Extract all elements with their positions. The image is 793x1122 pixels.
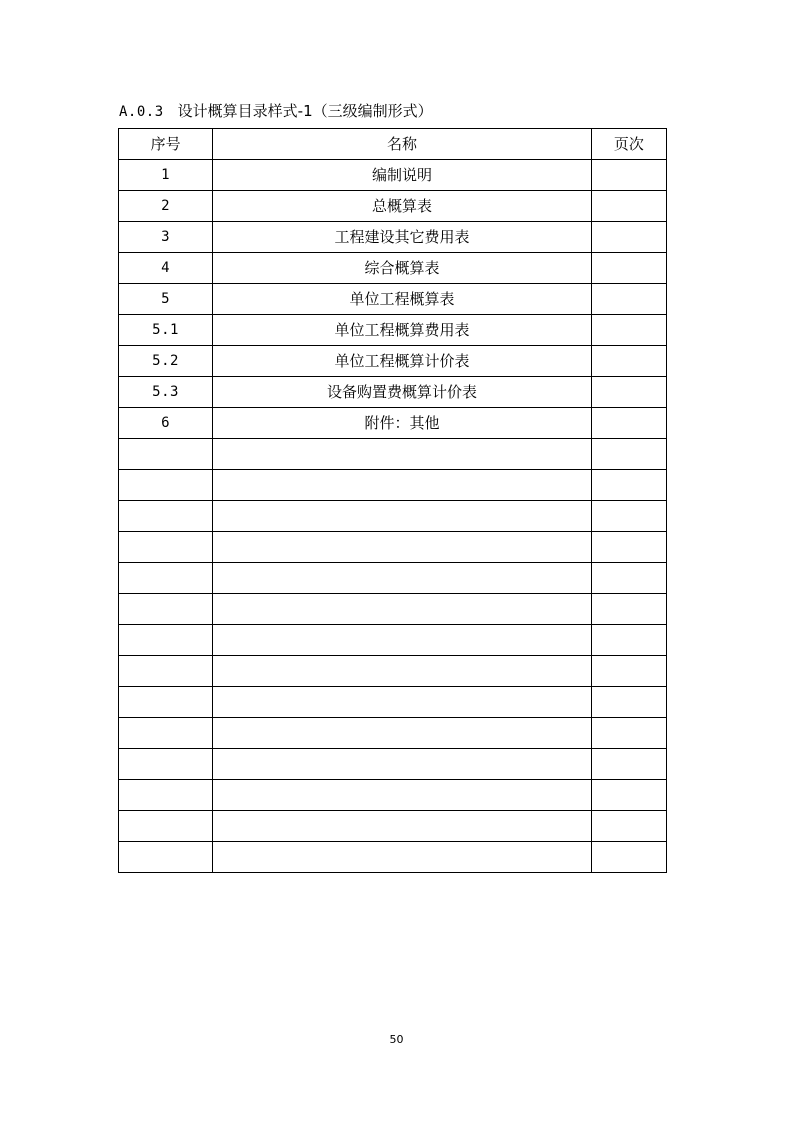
table-row	[119, 687, 667, 718]
row-name	[213, 656, 592, 687]
row-name	[213, 842, 592, 873]
row-page	[591, 625, 666, 656]
table-header-row	[119, 129, 667, 160]
header-serial-number: 序号	[119, 129, 213, 160]
table-row	[119, 470, 667, 501]
row-name	[213, 470, 592, 501]
row-page	[591, 346, 666, 377]
row-name: 工程建设其它费用表	[213, 222, 592, 253]
table-row	[119, 532, 667, 563]
section-title: 设计概算目录样式-1（三级编制形式）	[177, 102, 433, 120]
table-row	[119, 439, 667, 470]
row-page	[591, 191, 666, 222]
row-name	[213, 749, 592, 780]
table-body	[119, 160, 667, 873]
row-page	[591, 253, 666, 284]
row-serial-number	[119, 656, 213, 687]
row-page	[591, 160, 666, 191]
table-row	[119, 315, 667, 346]
row-name	[213, 532, 592, 563]
table-row	[119, 842, 667, 873]
table-row	[119, 160, 667, 191]
row-name	[213, 625, 592, 656]
row-name	[213, 780, 592, 811]
row-page	[591, 377, 666, 408]
row-serial-number: 5.3	[119, 377, 213, 408]
table-row	[119, 780, 667, 811]
row-page	[591, 811, 666, 842]
row-page	[591, 780, 666, 811]
row-page	[591, 563, 666, 594]
row-name	[213, 594, 592, 625]
table-row	[119, 191, 667, 222]
row-name: 总概算表	[213, 191, 592, 222]
row-name	[213, 811, 592, 842]
row-serial-number	[119, 687, 213, 718]
row-page	[591, 594, 666, 625]
row-serial-number	[119, 594, 213, 625]
row-serial-number: 6	[119, 408, 213, 439]
section-heading	[119, 101, 433, 122]
row-name	[213, 718, 592, 749]
row-page	[591, 315, 666, 346]
row-page	[591, 842, 666, 873]
row-serial-number: 5	[119, 284, 213, 315]
table-row	[119, 594, 667, 625]
row-serial-number	[119, 842, 213, 873]
row-name	[213, 501, 592, 532]
row-serial-number	[119, 501, 213, 532]
table-row	[119, 346, 667, 377]
row-name: 设备购置费概算计价表	[213, 377, 592, 408]
table-row	[119, 718, 667, 749]
row-page	[591, 656, 666, 687]
header-name: 名称	[213, 129, 592, 160]
row-serial-number	[119, 625, 213, 656]
row-serial-number	[119, 749, 213, 780]
row-serial-number: 3	[119, 222, 213, 253]
table-row	[119, 563, 667, 594]
row-serial-number	[119, 718, 213, 749]
table-row	[119, 408, 667, 439]
row-name: 单位工程概算费用表	[213, 315, 592, 346]
row-name: 附件：其他	[213, 408, 592, 439]
row-page	[591, 532, 666, 563]
row-name: 综合概算表	[213, 253, 592, 284]
table-row	[119, 656, 667, 687]
header-page: 页次	[591, 129, 666, 160]
row-serial-number: 5.2	[119, 346, 213, 377]
row-page	[591, 749, 666, 780]
section-number: A.0.3	[119, 104, 164, 120]
row-serial-number	[119, 532, 213, 563]
row-serial-number: 2	[119, 191, 213, 222]
row-name: 单位工程概算计价表	[213, 346, 592, 377]
row-serial-number	[119, 439, 213, 470]
table-row	[119, 811, 667, 842]
row-serial-number: 1	[119, 160, 213, 191]
row-serial-number	[119, 470, 213, 501]
row-serial-number	[119, 811, 213, 842]
table-row	[119, 222, 667, 253]
row-serial-number	[119, 780, 213, 811]
row-serial-number: 4	[119, 253, 213, 284]
row-page	[591, 501, 666, 532]
row-page	[591, 470, 666, 501]
catalog-table	[118, 128, 667, 873]
row-page	[591, 284, 666, 315]
table-row	[119, 749, 667, 780]
row-name	[213, 563, 592, 594]
row-page	[591, 439, 666, 470]
page-number: 50	[389, 1033, 404, 1046]
table-row	[119, 377, 667, 408]
row-serial-number: 5.1	[119, 315, 213, 346]
row-page	[591, 408, 666, 439]
table-row	[119, 625, 667, 656]
row-page	[591, 687, 666, 718]
row-name: 单位工程概算表	[213, 284, 592, 315]
row-name	[213, 687, 592, 718]
table-row	[119, 253, 667, 284]
table-row	[119, 284, 667, 315]
row-page	[591, 222, 666, 253]
row-name: 编制说明	[213, 160, 592, 191]
row-serial-number	[119, 563, 213, 594]
table-row	[119, 501, 667, 532]
row-name	[213, 439, 592, 470]
row-page	[591, 718, 666, 749]
